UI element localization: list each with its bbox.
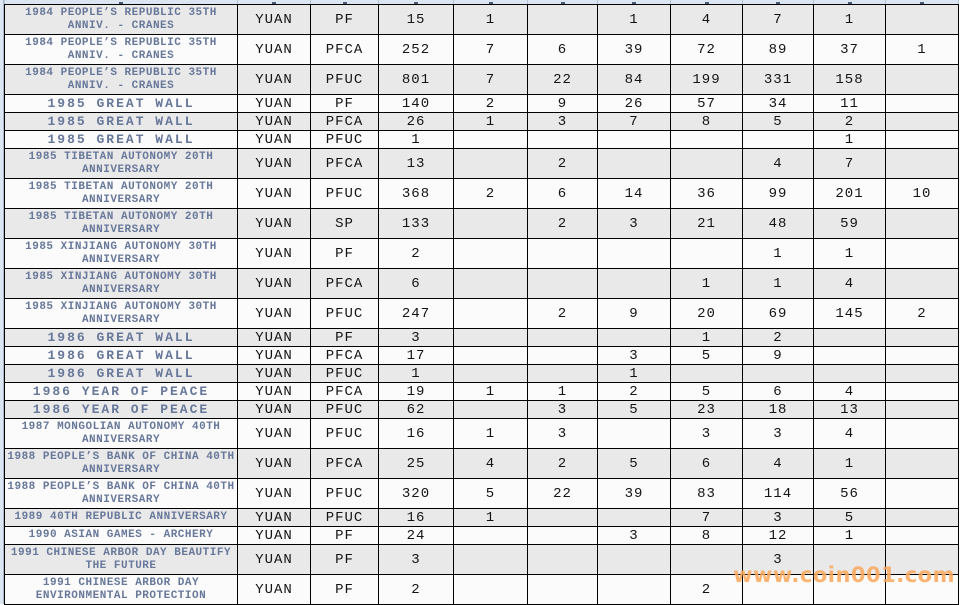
grade-count-cell: 12 bbox=[743, 527, 814, 545]
denomination-cell: YUAN bbox=[238, 65, 311, 95]
grade-cell: PFUC bbox=[311, 401, 379, 419]
denomination-cell: YUAN bbox=[238, 419, 311, 449]
grade-count-cell: 1 bbox=[598, 365, 671, 383]
grade-count-cell: 8 bbox=[671, 527, 743, 545]
denomination-cell: YUAN bbox=[238, 347, 311, 365]
table-row bbox=[5, 239, 959, 269]
table-row bbox=[5, 479, 959, 509]
census-table bbox=[4, 0, 959, 605]
grade-count-cell: 7 bbox=[454, 65, 528, 95]
description-cell: 1985 TIBETAN AUTONOMY 20TH ANNIVERSARY bbox=[5, 209, 238, 239]
total-cell: 1 bbox=[379, 131, 454, 149]
total-cell: 24 bbox=[379, 527, 454, 545]
grade-count-cell: 1 bbox=[743, 269, 814, 299]
grade-count-cell bbox=[886, 509, 959, 527]
grade-count-cell: 158 bbox=[814, 65, 886, 95]
grade-count-cell: 3 bbox=[598, 347, 671, 365]
header-text-stub bbox=[119, 2, 123, 4]
grade-count-cell: 13 bbox=[814, 401, 886, 419]
description-cell: 1984 PEOPLE’S REPUBLIC 35TH ANNIV. - CRANES bbox=[5, 5, 238, 35]
denomination-cell: YUAN bbox=[238, 149, 311, 179]
grade-count-cell bbox=[743, 131, 814, 149]
grade-count-cell bbox=[598, 419, 671, 449]
grade-count-cell bbox=[454, 401, 528, 419]
denomination-cell: YUAN bbox=[238, 299, 311, 329]
grade-cell: PF bbox=[311, 95, 379, 113]
grade-count-cell bbox=[743, 365, 814, 383]
denomination-cell: YUAN bbox=[238, 95, 311, 113]
grade-cell: PF bbox=[311, 5, 379, 35]
grade-count-cell: 7 bbox=[743, 5, 814, 35]
table-row bbox=[5, 527, 959, 545]
grade-cell: PFCA bbox=[311, 347, 379, 365]
grade-count-cell bbox=[598, 131, 671, 149]
grade-count-cell bbox=[886, 149, 959, 179]
grade-count-cell: 145 bbox=[814, 299, 886, 329]
grade-count-cell bbox=[454, 209, 528, 239]
grade-count-cell: 6 bbox=[671, 449, 743, 479]
grade-count-cell: 48 bbox=[743, 209, 814, 239]
grade-count-cell: 1 bbox=[886, 35, 959, 65]
grade-count-cell: 3 bbox=[528, 113, 598, 131]
grade-count-cell bbox=[886, 401, 959, 419]
grade-count-cell bbox=[598, 239, 671, 269]
grade-count-cell: 37 bbox=[814, 35, 886, 65]
grade-count-cell: 14 bbox=[598, 179, 671, 209]
grade-count-cell bbox=[886, 131, 959, 149]
grade-count-cell: 39 bbox=[598, 479, 671, 509]
total-cell: 252 bbox=[379, 35, 454, 65]
grade-count-cell: 3 bbox=[598, 209, 671, 239]
grade-count-cell bbox=[528, 5, 598, 35]
grade-count-cell: 21 bbox=[671, 209, 743, 239]
grade-count-cell: 1 bbox=[454, 113, 528, 131]
grade-count-cell: 4 bbox=[814, 269, 886, 299]
description-cell: 1984 PEOPLE’S REPUBLIC 35TH ANNIV. - CRANES bbox=[5, 35, 238, 65]
grade-count-cell: 1 bbox=[528, 383, 598, 401]
grade-count-cell bbox=[671, 149, 743, 179]
grade-count-cell: 59 bbox=[814, 209, 886, 239]
grade-count-cell: 1 bbox=[743, 239, 814, 269]
table-row bbox=[5, 419, 959, 449]
description-cell: 1985 GREAT WALL bbox=[5, 95, 238, 113]
grade-count-cell: 1 bbox=[814, 449, 886, 479]
description-cell: 1986 GREAT WALL bbox=[5, 329, 238, 347]
grade-count-cell: 5 bbox=[454, 479, 528, 509]
grade-count-cell: 3 bbox=[743, 509, 814, 527]
grade-count-cell bbox=[454, 131, 528, 149]
grade-count-cell: 69 bbox=[743, 299, 814, 329]
grade-count-cell: 23 bbox=[671, 401, 743, 419]
grade-count-cell bbox=[528, 527, 598, 545]
grade-count-cell: 114 bbox=[743, 479, 814, 509]
header-text-stub bbox=[920, 2, 924, 4]
grade-count-cell: 84 bbox=[598, 65, 671, 95]
grade-count-cell: 201 bbox=[814, 179, 886, 209]
denomination-cell: YUAN bbox=[238, 479, 311, 509]
total-cell: 16 bbox=[379, 509, 454, 527]
grade-cell: PFUC bbox=[311, 131, 379, 149]
grade-count-cell: 7 bbox=[814, 149, 886, 179]
description-cell: 1991 CHINESE ARBOR DAY BEAUTIFY THE FUTURE bbox=[5, 545, 238, 575]
total-cell: 15 bbox=[379, 5, 454, 35]
description-cell: 1991 CHINESE ARBOR DAY ENVIRONMENTAL PROTECTION bbox=[5, 575, 238, 605]
grade-count-cell: 10 bbox=[886, 179, 959, 209]
grade-count-cell bbox=[528, 269, 598, 299]
denomination-cell: YUAN bbox=[238, 35, 311, 65]
total-cell: 13 bbox=[379, 149, 454, 179]
total-cell: 320 bbox=[379, 479, 454, 509]
description-cell: 1985 XINJIANG AUTONOMY 30TH ANNIVERSARY bbox=[5, 239, 238, 269]
grade-count-cell: 7 bbox=[454, 35, 528, 65]
grade-count-cell: 5 bbox=[743, 113, 814, 131]
grade-cell: PFUC bbox=[311, 365, 379, 383]
grade-count-cell bbox=[528, 545, 598, 575]
grade-count-cell bbox=[671, 545, 743, 575]
grade-count-cell bbox=[886, 449, 959, 479]
grade-count-cell: 1 bbox=[671, 269, 743, 299]
grade-count-cell bbox=[671, 131, 743, 149]
header-text-stub bbox=[489, 2, 493, 4]
grade-count-cell: 39 bbox=[598, 35, 671, 65]
grade-cell: PF bbox=[311, 329, 379, 347]
total-cell: 17 bbox=[379, 347, 454, 365]
grade-count-cell: 6 bbox=[528, 35, 598, 65]
grade-count-cell: 2 bbox=[528, 149, 598, 179]
grade-count-cell bbox=[671, 365, 743, 383]
grade-cell: PF bbox=[311, 239, 379, 269]
grade-count-cell bbox=[454, 269, 528, 299]
grade-count-cell: 4 bbox=[743, 449, 814, 479]
grade-count-cell: 3 bbox=[528, 419, 598, 449]
grade-cell: PFCA bbox=[311, 383, 379, 401]
grade-count-cell: 5 bbox=[671, 347, 743, 365]
grade-count-cell bbox=[454, 347, 528, 365]
denomination-cell: YUAN bbox=[238, 527, 311, 545]
table-row bbox=[5, 35, 959, 65]
total-cell: 25 bbox=[379, 449, 454, 479]
grade-count-cell: 2 bbox=[454, 179, 528, 209]
total-cell: 1 bbox=[379, 365, 454, 383]
grade-count-cell: 4 bbox=[743, 149, 814, 179]
grade-cell: PFCA bbox=[311, 449, 379, 479]
grade-count-cell: 72 bbox=[671, 35, 743, 65]
grade-count-cell: 6 bbox=[528, 179, 598, 209]
grade-cell: PFUC bbox=[311, 419, 379, 449]
grade-count-cell bbox=[454, 239, 528, 269]
description-cell: 1986 GREAT WALL bbox=[5, 347, 238, 365]
grade-count-cell: 3 bbox=[743, 419, 814, 449]
grade-count-cell bbox=[886, 329, 959, 347]
grade-count-cell: 2 bbox=[528, 299, 598, 329]
grade-count-cell: 2 bbox=[743, 329, 814, 347]
grade-cell: PFUC bbox=[311, 509, 379, 527]
grade-count-cell: 2 bbox=[528, 449, 598, 479]
grade-count-cell bbox=[528, 239, 598, 269]
grade-count-cell bbox=[454, 149, 528, 179]
header-text-stub bbox=[414, 2, 418, 4]
total-cell: 26 bbox=[379, 113, 454, 131]
description-cell: 1985 TIBETAN AUTONOMY 20TH ANNIVERSARY bbox=[5, 149, 238, 179]
grade-count-cell: 36 bbox=[671, 179, 743, 209]
grade-count-cell: 4 bbox=[454, 449, 528, 479]
denomination-cell: YUAN bbox=[238, 509, 311, 527]
header-text-stub bbox=[705, 2, 709, 4]
grade-count-cell bbox=[454, 575, 528, 605]
denomination-cell: YUAN bbox=[238, 269, 311, 299]
denomination-cell: YUAN bbox=[238, 329, 311, 347]
denomination-cell: YUAN bbox=[238, 449, 311, 479]
grade-count-cell: 1 bbox=[814, 131, 886, 149]
grade-cell: PFUC bbox=[311, 479, 379, 509]
header-text-stub bbox=[561, 2, 565, 4]
grade-count-cell: 18 bbox=[743, 401, 814, 419]
grade-count-cell bbox=[671, 239, 743, 269]
grade-count-cell bbox=[454, 365, 528, 383]
total-cell: 133 bbox=[379, 209, 454, 239]
denomination-cell: YUAN bbox=[238, 545, 311, 575]
denomination-cell: YUAN bbox=[238, 209, 311, 239]
grade-count-cell: 1 bbox=[454, 509, 528, 527]
description-cell: 1985 XINJIANG AUTONOMY 30TH ANNIVERSARY bbox=[5, 269, 238, 299]
table-row bbox=[5, 347, 959, 365]
grade-count-cell: 9 bbox=[743, 347, 814, 365]
table-row bbox=[5, 299, 959, 329]
table-row bbox=[5, 209, 959, 239]
grade-count-cell: 5 bbox=[598, 449, 671, 479]
grade-count-cell: 26 bbox=[598, 95, 671, 113]
description-cell: 1986 YEAR OF PEACE bbox=[5, 401, 238, 419]
grade-count-cell bbox=[886, 239, 959, 269]
table-row bbox=[5, 449, 959, 479]
grade-count-cell: 22 bbox=[528, 65, 598, 95]
grade-count-cell bbox=[598, 329, 671, 347]
grade-count-cell bbox=[528, 131, 598, 149]
grade-count-cell: 9 bbox=[528, 95, 598, 113]
grade-count-cell: 2 bbox=[814, 113, 886, 131]
grade-cell: PFCA bbox=[311, 113, 379, 131]
grade-count-cell bbox=[598, 269, 671, 299]
grade-count-cell bbox=[886, 113, 959, 131]
grade-count-cell bbox=[598, 575, 671, 605]
description-cell: 1986 YEAR OF PEACE bbox=[5, 383, 238, 401]
grade-count-cell: 1 bbox=[454, 383, 528, 401]
grade-count-cell bbox=[886, 383, 959, 401]
description-cell: 1985 GREAT WALL bbox=[5, 131, 238, 149]
grade-count-cell: 1 bbox=[671, 329, 743, 347]
denomination-cell: YUAN bbox=[238, 179, 311, 209]
grade-count-cell: 89 bbox=[743, 35, 814, 65]
grade-count-cell bbox=[814, 347, 886, 365]
total-cell: 3 bbox=[379, 329, 454, 347]
total-cell: 19 bbox=[379, 383, 454, 401]
table-row bbox=[5, 329, 959, 347]
table-row bbox=[5, 269, 959, 299]
grade-count-cell: 2 bbox=[598, 383, 671, 401]
header-text-stub bbox=[272, 2, 276, 4]
grade-count-cell bbox=[528, 347, 598, 365]
description-cell: 1989 40TH REPUBLIC ANNIVERSARY bbox=[5, 509, 238, 527]
grade-count-cell: 9 bbox=[598, 299, 671, 329]
grade-count-cell: 34 bbox=[743, 95, 814, 113]
grade-count-cell: 1 bbox=[814, 5, 886, 35]
header-text-stub bbox=[343, 2, 347, 4]
grade-count-cell: 6 bbox=[743, 383, 814, 401]
grade-count-cell bbox=[454, 545, 528, 575]
grade-count-cell: 1 bbox=[454, 419, 528, 449]
grade-count-cell bbox=[886, 479, 959, 509]
grade-count-cell: 2 bbox=[528, 209, 598, 239]
denomination-cell: YUAN bbox=[238, 113, 311, 131]
grade-count-cell bbox=[528, 575, 598, 605]
header-text-stub bbox=[776, 2, 780, 4]
grade-count-cell: 4 bbox=[814, 419, 886, 449]
grade-count-cell: 2 bbox=[886, 299, 959, 329]
grade-count-cell: 99 bbox=[743, 179, 814, 209]
description-cell: 1985 GREAT WALL bbox=[5, 113, 238, 131]
grade-count-cell: 5 bbox=[598, 401, 671, 419]
grade-count-cell: 7 bbox=[671, 509, 743, 527]
grade-cell: PFUC bbox=[311, 179, 379, 209]
grade-count-cell bbox=[598, 509, 671, 527]
table-row bbox=[5, 95, 959, 113]
grade-count-cell: 8 bbox=[671, 113, 743, 131]
grade-count-cell bbox=[886, 347, 959, 365]
grade-count-cell bbox=[886, 65, 959, 95]
grade-count-cell bbox=[886, 365, 959, 383]
grade-count-cell bbox=[886, 419, 959, 449]
grade-count-cell: 22 bbox=[528, 479, 598, 509]
grade-count-cell: 7 bbox=[598, 113, 671, 131]
header-text-stub bbox=[848, 2, 852, 4]
watermark: www.coin001.com bbox=[733, 563, 955, 587]
table-row bbox=[5, 113, 959, 131]
grade-count-cell: 57 bbox=[671, 95, 743, 113]
description-cell: 1985 XINJIANG AUTONOMY 30TH ANNIVERSARY bbox=[5, 299, 238, 329]
grade-count-cell bbox=[528, 329, 598, 347]
denomination-cell: YUAN bbox=[238, 239, 311, 269]
grade-cell: PF bbox=[311, 545, 379, 575]
grade-cell: PF bbox=[311, 575, 379, 605]
total-cell: 801 bbox=[379, 65, 454, 95]
grade-cell: PF bbox=[311, 527, 379, 545]
table-row bbox=[5, 65, 959, 95]
denomination-cell: YUAN bbox=[238, 575, 311, 605]
grade-cell: PFCA bbox=[311, 35, 379, 65]
table-row bbox=[5, 131, 959, 149]
grade-count-cell: 1 bbox=[454, 5, 528, 35]
grade-count-cell: 11 bbox=[814, 95, 886, 113]
description-cell: 1984 PEOPLE’S REPUBLIC 35TH ANNIV. - CRANES bbox=[5, 65, 238, 95]
total-cell: 140 bbox=[379, 95, 454, 113]
grade-cell: SP bbox=[311, 209, 379, 239]
denomination-cell: YUAN bbox=[238, 5, 311, 35]
grade-count-cell bbox=[454, 299, 528, 329]
grade-count-cell bbox=[814, 329, 886, 347]
grade-count-cell: 3 bbox=[528, 401, 598, 419]
grade-count-cell bbox=[528, 509, 598, 527]
description-cell: 1986 GREAT WALL bbox=[5, 365, 238, 383]
grade-count-cell bbox=[886, 5, 959, 35]
table-row bbox=[5, 509, 959, 527]
grade-count-cell bbox=[886, 209, 959, 239]
grade-count-cell bbox=[886, 95, 959, 113]
description-cell: 1990 ASIAN GAMES - ARCHERY bbox=[5, 527, 238, 545]
description-cell: 1985 TIBETAN AUTONOMY 20TH ANNIVERSARY bbox=[5, 179, 238, 209]
total-cell: 6 bbox=[379, 269, 454, 299]
grade-cell: PFUC bbox=[311, 65, 379, 95]
table-row bbox=[5, 179, 959, 209]
grade-count-cell: 4 bbox=[671, 5, 743, 35]
table-row bbox=[5, 383, 959, 401]
table-row bbox=[5, 365, 959, 383]
grade-cell: PFUC bbox=[311, 299, 379, 329]
grade-cell: PFCA bbox=[311, 269, 379, 299]
total-cell: 2 bbox=[379, 575, 454, 605]
grade-count-cell: 3 bbox=[598, 527, 671, 545]
grade-count-cell: 20 bbox=[671, 299, 743, 329]
table-row bbox=[5, 149, 959, 179]
denomination-cell: YUAN bbox=[238, 131, 311, 149]
grade-count-cell: 83 bbox=[671, 479, 743, 509]
grade-count-cell: 1 bbox=[598, 5, 671, 35]
grade-count-cell bbox=[598, 545, 671, 575]
total-cell: 16 bbox=[379, 419, 454, 449]
grade-count-cell: 56 bbox=[814, 479, 886, 509]
description-cell: 1988 PEOPLE’S BANK OF CHINA 40TH ANNIVERSARY bbox=[5, 449, 238, 479]
grade-count-cell: 199 bbox=[671, 65, 743, 95]
denomination-cell: YUAN bbox=[238, 401, 311, 419]
denomination-cell: YUAN bbox=[238, 383, 311, 401]
grade-count-cell: 1 bbox=[814, 239, 886, 269]
description-cell: 1987 MONGOLIAN AUTONOMY 40TH ANNIVERSARY bbox=[5, 419, 238, 449]
table-row bbox=[5, 5, 959, 35]
grade-count-cell bbox=[454, 527, 528, 545]
grade-count-cell bbox=[814, 365, 886, 383]
denomination-cell: YUAN bbox=[238, 365, 311, 383]
total-cell: 247 bbox=[379, 299, 454, 329]
grade-count-cell: 3 bbox=[743, 545, 814, 575]
table-row bbox=[5, 401, 959, 419]
grade-count-cell: 5 bbox=[814, 509, 886, 527]
total-cell: 2 bbox=[379, 239, 454, 269]
grade-count-cell: 1 bbox=[814, 527, 886, 545]
grade-count-cell bbox=[886, 269, 959, 299]
grade-count-cell bbox=[598, 149, 671, 179]
header-text-stub bbox=[632, 2, 636, 4]
grade-cell: PFCA bbox=[311, 149, 379, 179]
grade-count-cell: 2 bbox=[454, 95, 528, 113]
grade-count-cell bbox=[454, 329, 528, 347]
grade-count-cell: 331 bbox=[743, 65, 814, 95]
grade-count-cell bbox=[886, 527, 959, 545]
grade-count-cell: 4 bbox=[814, 383, 886, 401]
description-cell: 1988 PEOPLE’S BANK OF CHINA 40TH ANNIVERSARY bbox=[5, 479, 238, 509]
total-cell: 62 bbox=[379, 401, 454, 419]
grade-count-cell: 3 bbox=[671, 419, 743, 449]
grade-count-cell: 5 bbox=[671, 383, 743, 401]
total-cell: 3 bbox=[379, 545, 454, 575]
grade-count-cell: 2 bbox=[671, 575, 743, 605]
total-cell: 368 bbox=[379, 179, 454, 209]
grade-count-cell bbox=[528, 365, 598, 383]
